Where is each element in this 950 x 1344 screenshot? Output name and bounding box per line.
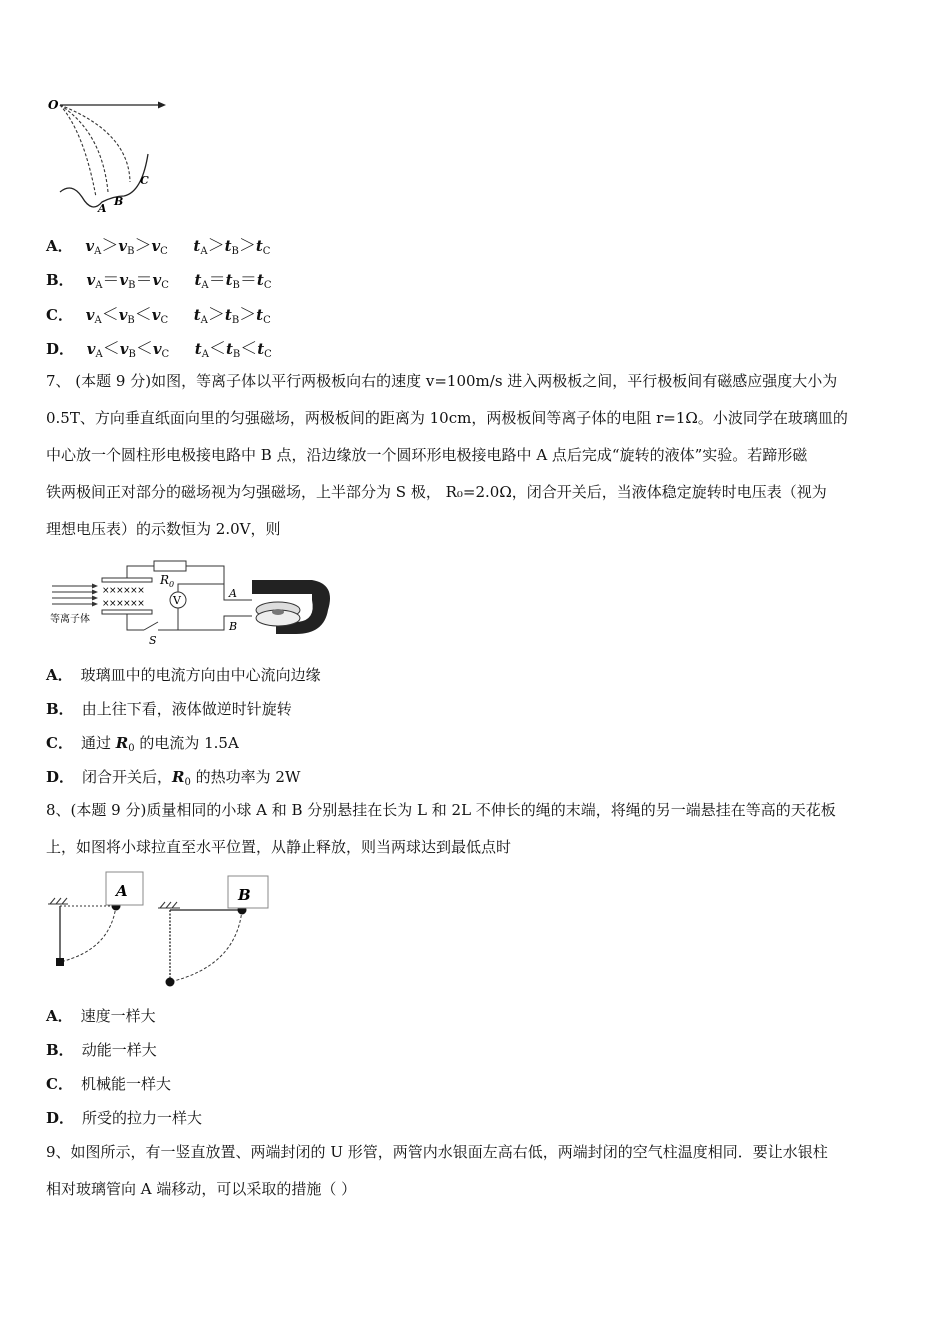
q6-option-a-t: $t_A>t_B>t_C$	[193, 236, 271, 257]
q8-stem	[46, 792, 906, 866]
q6-option-b-v: $v_A=v_B=v_C$	[86, 270, 169, 291]
plasma-label: 等离子体	[50, 614, 90, 625]
q7-option-a[interactable]: A． 玻璃皿中的电流方向由中心流向边缘	[46, 666, 321, 684]
q6-option-d-v: $v_A<v_B<v_C$	[86, 339, 170, 360]
q6-option-c-v: $v_A<v_B<v_C$	[85, 305, 169, 326]
q7-line: 0.5T、方向垂直纸面向里的匀强磁场，两极板间的距离为 10cm，两极板间等离子体的电阻 r=1Ω。小波同学在玻璃皿的	[46, 409, 848, 427]
q7-line: 理想电压表）的示数恒为 2.0V，则	[46, 520, 281, 538]
q6-option-b-t: $t_A=t_B=t_C$	[194, 270, 272, 291]
q7-option-b[interactable]: B． 由上往下看，液体做逆时针旋转	[46, 700, 292, 718]
ball-b-label: B	[238, 886, 251, 904]
q9-line: 相对玻璃管向 A 端移动，可以采取的措施（ ）	[46, 1180, 357, 1198]
point-b-label: B	[229, 620, 238, 633]
q7-option-c[interactable]: C． 通过 $R_0$ 的电流为 1.5A	[46, 734, 239, 754]
ball-a-label: A	[116, 882, 128, 900]
curve-label-b: B	[114, 195, 124, 208]
q8-line: 8、(本题 9 分)质量相同的小球 A 和 B 分别悬挂在长为 L 和 2L 不伸长的绳的末端，将绳的另一端悬挂在等高的天花板	[46, 801, 836, 819]
field-marks-bottom: ××××××	[102, 599, 145, 609]
switch-label: S	[149, 634, 157, 644]
q6-option-d-t: $t_A<t_B<t_C$	[194, 339, 272, 360]
q7-circuit-figure	[46, 552, 336, 644]
q6-option-c-t: $t_A>t_B>t_C$	[193, 305, 271, 326]
q8-option-c[interactable]: C． 机械能一样大	[46, 1075, 171, 1093]
q8-option-a[interactable]: A． 速度一样大	[46, 1007, 156, 1025]
q6-option-c[interactable]: C． $v_A<v_B<v_C$ $t_A>t_B>t_C$	[46, 305, 271, 326]
field-marks-top: ××××××	[102, 586, 145, 596]
q7-line: 铁两极间正对部分的磁场视为匀强磁场，上半部分为 S 极， R₀=2.0Ω，闭合开关后，当液体稳定旋转时电压表（视为	[46, 483, 827, 501]
r0-label: $R_0$	[160, 573, 175, 589]
q8-option-b[interactable]: B． 动能一样大	[46, 1041, 157, 1059]
q7-line: 7、 (本题 9 分)如图，等离子体以平行两极板向右的速度 v=100m/s 进入两极板之间，平行极板间有磁感应强度大小为	[46, 372, 838, 390]
curve-label-c: C	[140, 174, 149, 187]
voltmeter-symbol: V	[173, 594, 181, 607]
q6-option-a[interactable]: A． $v_A>v_B>v_C$ $t_A>t_B>t_C$	[46, 236, 271, 257]
q7-option-d[interactable]: D． 闭合开关后，$R_0$ 的热功率为 2W	[46, 768, 301, 788]
q6-option-d[interactable]: D． $v_A<v_B<v_C$ $t_A<t_B<t_C$	[46, 339, 272, 360]
q6-option-a-v: $v_A>v_B>v_C$	[85, 236, 168, 257]
q6-option-b[interactable]: B． $v_A=v_B=v_C$ $t_A=t_B=t_C$	[46, 270, 272, 291]
q9-stem	[46, 1134, 906, 1208]
origin-label: O	[48, 98, 59, 112]
q6-trajectory-figure	[44, 92, 174, 214]
curve-label-a: A	[98, 202, 107, 214]
q8-line: 上，如图将小球拉直至水平位置，从静止释放，则当两球达到最低点时	[46, 838, 512, 856]
q7-stem	[46, 363, 906, 548]
q8-option-d[interactable]: D． 所受的拉力一样大	[46, 1109, 203, 1127]
q7-line: 中心放一个圆柱形电极接电路中 B 点，沿边缘放一个圆环形电极接电路中 A 点后完成“旋转的液体”实验。若蹄形磁	[46, 446, 808, 464]
q8-pendulum-figure	[46, 870, 276, 994]
q9-line: 9、如图所示，有一竖直放置、两端封闭的 U 形管，两管内水银面左高右低，两端封闭的空气柱温度相同．要让水银柱	[46, 1143, 828, 1161]
point-a-label: A	[229, 587, 237, 600]
